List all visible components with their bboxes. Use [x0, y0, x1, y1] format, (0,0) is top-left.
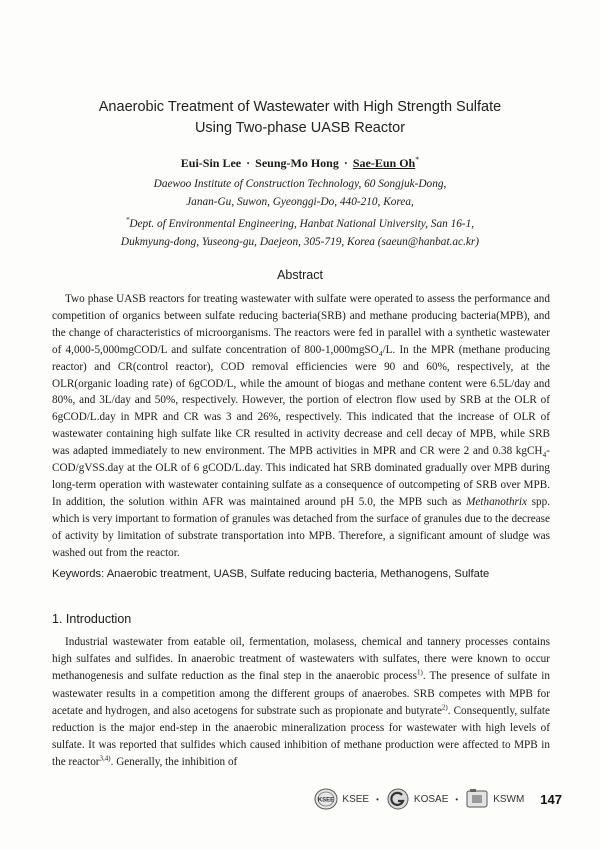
- society-kswm: KSWM: [493, 793, 525, 805]
- society-ksee: KSEE: [342, 793, 370, 805]
- abstract-text: -COD/gVSS.day at the OLR of 6 gCOD/L.day. This indicated hat SRB dominated gradually over MPB during long-term operation with wastewater containing sulfate as a consequence of outcompeting of SRB over MPB. In addition, the solution within AFR was maintained around pH 5.0, the MPB such as: [52, 445, 550, 508]
- title-line-1: Anaerobic Treatment of Wastewater with High Strength Sulfate: [98, 99, 502, 115]
- kswm-logo-icon: [465, 788, 489, 810]
- society-kosae: KOSAE: [413, 793, 449, 805]
- intro-text: . Consequently, sulfate reduction is the major end-step in the anaerobic mineralization process for wastewater with high levels of sulfate. It was reported that sulfides which caused inhibition of methane production were affected to MPB in the reactor: [52, 704, 550, 769]
- subscript: 4: [542, 450, 547, 460]
- affiliations: [0, 175, 600, 251]
- citation-ref: 1): [417, 668, 423, 677]
- paper-title: [60, 97, 540, 139]
- author-1: Eui-Sin Lee: [180, 156, 242, 170]
- introduction-paragraph: [52, 634, 550, 772]
- title-line-2: Using Two-phase UASB Reactor: [194, 120, 406, 136]
- intro-text: . The presence of sulfate in wastewater results in a competition among the different groups of anaerobes. SRB competes with MPB for acetate and hydrogen, and also acetogens for substrate such as propionate and butyrate: [52, 670, 550, 717]
- species-name: Methanothrix: [466, 495, 527, 508]
- kosae-logo-icon: [386, 788, 410, 810]
- intro-text: Industrial wastewater from eatable oil, fermentation, molasess, chemical and tannery processes contains high sulfates and sulfides. In anaerobic treatment of wastewaters with sulfates, there were known to occur methanogenesis and sulfate reduction as the final step in the anaerobic process: [52, 636, 550, 683]
- page-footer: [314, 787, 562, 811]
- abstract-text: spp. which is very important to formation of granules was detached from the surface of granules due to the decrease of activity by limitation of substrate transportation into MPB. Therefore, a significant amount of sludge was washed out from the reactor.: [52, 495, 550, 559]
- abstract-heading: Abstract: [277, 268, 323, 282]
- footer-bullet: •: [376, 794, 379, 804]
- affiliation-line-3: [0, 211, 600, 233]
- subscript: 4: [378, 348, 383, 358]
- author-separator: ·: [343, 156, 348, 170]
- abstract-paragraph: [52, 291, 550, 562]
- author-2: Seung-Mo Hong: [255, 156, 339, 170]
- affiliation-line-1: Daewoo Institute of Construction Technology, 60 Songjuk-Dong,: [153, 178, 447, 190]
- abstract-text: Two phase UASB reactors for treating wastewater with sulfate were operated to assess the performance and competition of organics between sulfate reducing bacteria(SRB) and methane producing bacteria(MPB), and the change of characteristics of microorganisms. The reactors were fed in parallel with a synthetic wastewater of 4,000-5,000mgCOD/L and sulfate concentration of 800-1,000mgSO: [52, 293, 550, 356]
- affiliation-line-3-text: Dept. of Environmental Engineering, Hanbat National University, San 16-1,: [129, 217, 475, 230]
- ksee-logo-icon: [314, 788, 338, 810]
- author-3-corresponding: Sae-Eun Oh: [352, 156, 416, 170]
- corresponding-mark: *: [415, 155, 420, 164]
- affiliation-mark: *: [125, 216, 130, 224]
- footer-bullet: •: [455, 794, 459, 804]
- affiliation-line-2: Janan-Gu, Suwon, Gyeonggi-Do, 440-210, Korea,: [186, 196, 414, 208]
- section-heading-introduction: 1. Introduction: [52, 612, 132, 626]
- ksee-logo-text: KSEE: [318, 797, 335, 804]
- introduction-body: [52, 634, 550, 772]
- citation-ref: 3,4): [99, 754, 111, 763]
- author-list: [0, 152, 600, 171]
- keywords: Keywords: Anaerobic treatment, UASB, Sulfate reducing bacteria, Methanogens, Sulfate: [52, 568, 490, 580]
- abstract-body: [52, 291, 550, 562]
- author-separator: ·: [246, 156, 251, 170]
- affiliation-line-4: Dukmyung-dong, Yuseong-gu, Daejeon, 305-719, Korea (saeun@hanbat.ac.kr): [120, 235, 480, 248]
- page-number: 147: [540, 791, 562, 807]
- intro-text: . Generally, the inhibition of: [110, 756, 238, 769]
- abstract-text: /L. In the MPR (methane producing reactor) and CR(control reactor), COD removal efficiencies were 90 and 60%, respectively, at the OLR(organic loading rate) of 6gCOD/L, while the amount of biogas and methane content were 6.5L/day and 80%, and 3L/day and 50%, respectively. However, the portion of electron flow used by SRB at the OLR of 6gCOD/L.day in MPR and CR was 3 and 26%, respectively. This indicated that the increase of OLR of wastewater containing high sulfate like CR resulted in activity decrease and cell decay of MPB, while SRB was adapted immediately to new environment. The MPB activities in MPR and CR were 2 and 0.38 kgCH: [52, 343, 551, 458]
- citation-ref: 2): [441, 703, 448, 712]
